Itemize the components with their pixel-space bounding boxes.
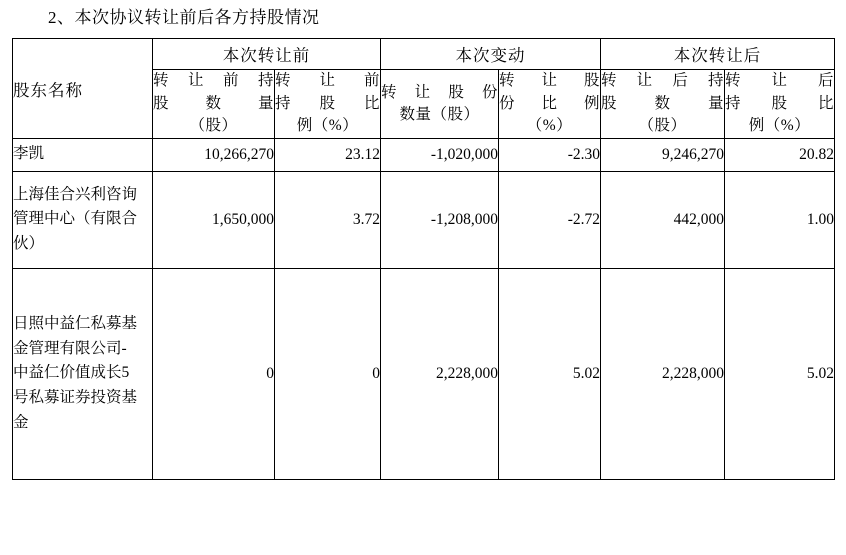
cell-after-ratio: 5.02 [725,268,835,479]
cell-shareholder-name: 李凯 [13,138,153,171]
cell-change-shares: -1,020,000 [381,138,499,171]
group-header-after-transfer: 本次转让后 [601,39,835,70]
cell-change-ratio: -2.30 [499,138,601,171]
table-group-header-row [13,39,835,70]
table-row [13,171,835,268]
cell-before-ratio: 23.12 [275,138,381,171]
cell-after-shares: 2,228,000 [601,268,725,479]
cell-before-ratio: 0 [275,268,381,479]
cell-before-ratio: 3.72 [275,171,381,268]
cell-after-shares: 9,246,270 [601,138,725,171]
column-header-after-ratio: 转让后 持股比 例（%） [725,70,835,138]
shareholding-table [12,38,835,479]
group-header-change: 本次变动 [381,39,601,70]
table-row [13,138,835,171]
column-header-before-shares: 转让前持 股 数 量 （股） [153,70,275,138]
column-header-after-shares: 转让后持 股 数 量 （股） [601,70,725,138]
cell-change-ratio: -2.72 [499,171,601,268]
cell-change-shares: 2,228,000 [381,268,499,479]
cell-change-ratio: 5.02 [499,268,601,479]
cell-before-shares: 10,266,270 [153,138,275,171]
cell-before-shares: 1,650,000 [153,171,275,268]
cell-after-ratio: 20.82 [725,138,835,171]
column-header-before-ratio: 转让前 持股比 例（%） [275,70,381,138]
column-header-change-ratio: 转让股 份比例 （%） [499,70,601,138]
cell-before-shares: 0 [153,268,275,479]
group-header-before-transfer: 本次转让前 [153,39,381,70]
cell-shareholder-name: 日照中益仁私募基金管理有限公司-中益仁价值成长5号私募证券投资基金 [13,268,153,479]
cell-after-ratio: 1.00 [725,171,835,268]
cell-after-shares: 442,000 [601,171,725,268]
column-header-change-shares: 转让股份 数量（股） [381,70,499,138]
table-row [13,268,835,479]
column-header-shareholder-name: 股东名称 [13,39,153,138]
cell-shareholder-name: 上海佳合兴利咨询管理中心（有限合伙） [13,171,153,268]
cell-change-shares: -1,208,000 [381,171,499,268]
page-title: 2、本次协议转让前后各方持股情况 [48,8,320,27]
